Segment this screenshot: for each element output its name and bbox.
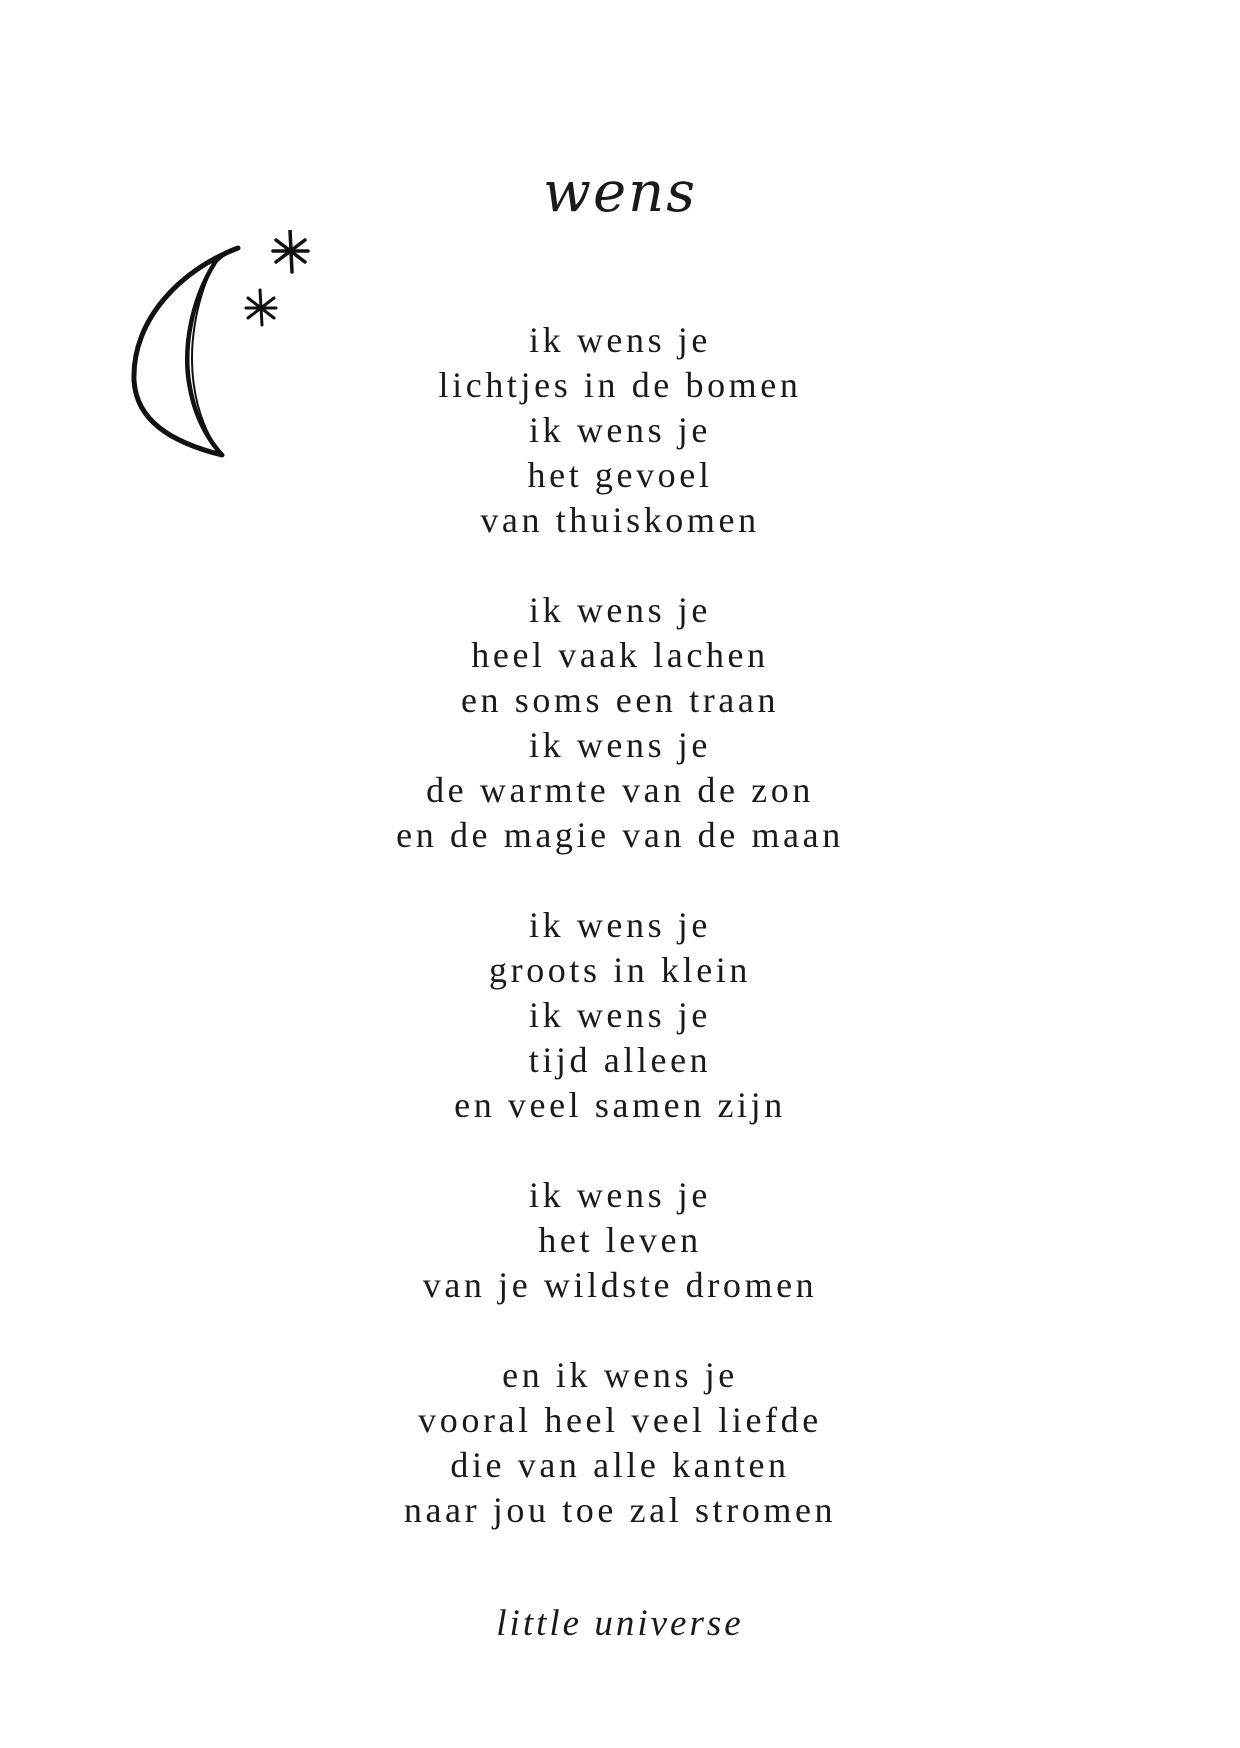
poem-line: en ik wens je bbox=[502, 1355, 738, 1395]
stanza-3 bbox=[0, 903, 1240, 1128]
poem-line: ik wens je bbox=[529, 320, 711, 360]
poem-line: tijd alleen bbox=[528, 1040, 712, 1080]
poem-line: vooral heel veel liefde bbox=[418, 1400, 822, 1440]
poem-line: en de magie van de maan bbox=[396, 815, 844, 855]
poem-line: en veel samen zijn bbox=[454, 1085, 786, 1125]
signature: little universe bbox=[496, 1603, 744, 1644]
poem-line: van je wildste dromen bbox=[422, 1265, 818, 1305]
poem-line: en soms een traan bbox=[460, 680, 780, 720]
poem-line: heel vaak lachen bbox=[471, 635, 769, 675]
stanza-1 bbox=[0, 318, 1240, 543]
poem-line: het gevoel bbox=[527, 455, 713, 495]
stanza-2 bbox=[0, 588, 1240, 858]
poem-line: het leven bbox=[538, 1220, 702, 1260]
poem-line: lichtjes in de bomen bbox=[438, 365, 802, 405]
poem-line: de warmte van de zon bbox=[426, 770, 814, 810]
poem-line: ik wens je bbox=[529, 995, 711, 1035]
poem-line: ik wens je bbox=[529, 725, 711, 765]
poem-line: groots in klein bbox=[489, 950, 751, 990]
stanza-4 bbox=[0, 1173, 1240, 1308]
stanza-5 bbox=[0, 1353, 1240, 1533]
poem-line: ik wens je bbox=[529, 590, 711, 630]
poem-line: ik wens je bbox=[529, 905, 711, 945]
poem-line: van thuiskomen bbox=[480, 500, 760, 540]
poem-line: die van alle kanten bbox=[450, 1445, 790, 1485]
poem-body bbox=[0, 318, 1240, 1578]
poem-line: ik wens je bbox=[529, 410, 711, 450]
poem-line: naar jou toe zal stromen bbox=[403, 1490, 837, 1530]
poem-line: ik wens je bbox=[529, 1175, 711, 1215]
poem-title: wens bbox=[543, 160, 697, 225]
